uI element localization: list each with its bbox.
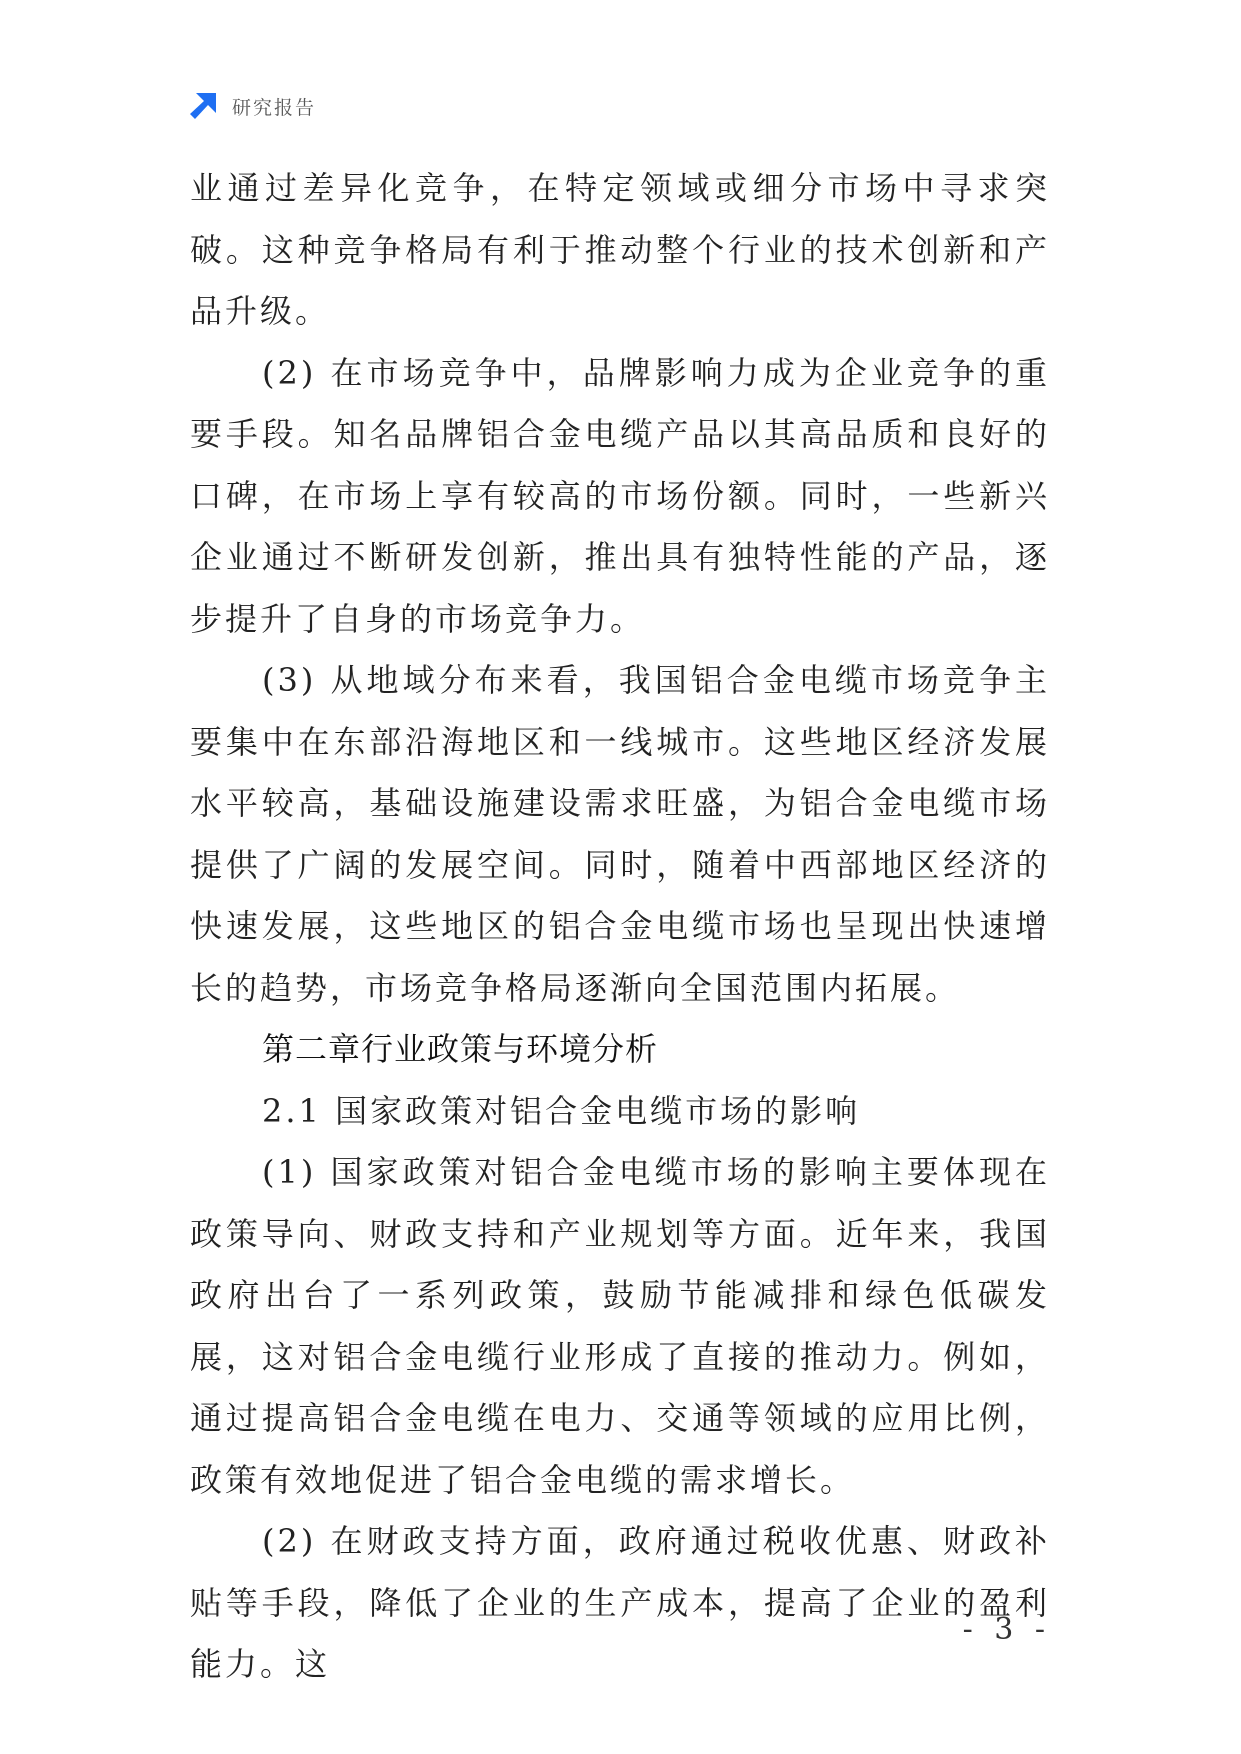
paragraph-market-3: (3) 从地域分布来看，我国铝合金电缆市场竞争主要集中在东部沿海地区和一线城市。这些地区经济发展水平较高，基础设施建设需求旺盛，为铝合金电缆市场提供了广阔的发展空间。同时，随着中西部地区经济的快速发展，这些地区的铝合金电缆市场也呈现出快速增长的趋势，市场竞争格局逐渐向全国范围内拓展。 bbox=[190, 661, 1050, 1007]
paragraph-policy-2: (2) 在财政支持方面，政府通过税收优惠、财政补贴等手段，降低了企业的生产成本，提高了企业的盈利能力。这 bbox=[190, 1522, 1050, 1683]
header-title: 研究报告 bbox=[232, 96, 317, 119]
paragraph-continuation: 业通过差异化竞争，在特定领域或细分市场中寻求突破。这种竞争格局有利于推动整个行业的技术创新和产品升级。 bbox=[190, 169, 1050, 330]
document-body bbox=[190, 158, 1050, 1696]
section-heading: 2.1 国家政策对铝合金电缆市场的影响 bbox=[262, 1091, 861, 1130]
page-number: - 3 - bbox=[962, 1612, 1051, 1647]
chapter-heading: 第二章行业政策与环境分析 bbox=[262, 1030, 659, 1068]
arrow-up-right-icon bbox=[187, 90, 219, 122]
paragraph-market-2: (2) 在市场竞争中，品牌影响力成为企业竞争的重要手段。知名品牌铝合金电缆产品以其高品质和良好的口碑，在市场上享有较高的市场份额。同时，一些新兴企业通过不断研发创新，推出具有独特性能的产品，逐步提升了自身的市场竞争力。 bbox=[190, 353, 1050, 638]
paragraph-policy-1: (1) 国家政策对铝合金电缆市场的影响主要体现在政策导向、财政支持和产业规划等方面。近年来，我国政府出台了一系列政策，鼓励节能减排和绿色低碳发展，这对铝合金电缆行业形成了直接的推动力。例如，通过提高铝合金电缆在电力、交通等领域的应用比例，政策有效地促进了铝合金电缆的需求增长。 bbox=[190, 1153, 1050, 1499]
report-header bbox=[187, 88, 316, 124]
